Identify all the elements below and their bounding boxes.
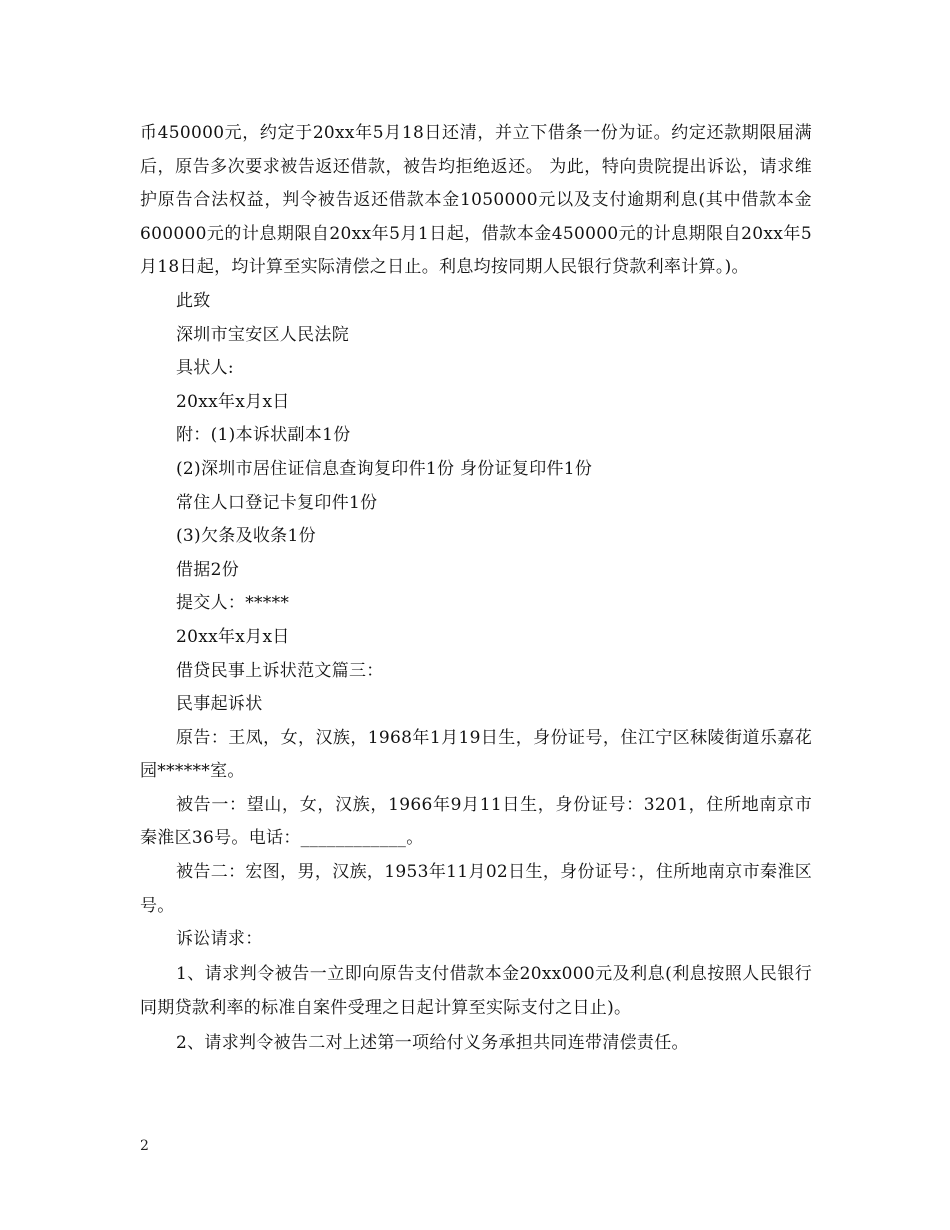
paragraph-submit-date: 20xx年x月x日	[176, 626, 290, 647]
paragraph-attachment-3: (3)欠条及收条1份	[176, 526, 316, 547]
paragraph-attachment-loan-notes: 借据2份	[176, 559, 240, 580]
paragraph-petitioner: 具状人:	[176, 358, 234, 379]
paragraph-attachment-2: (2)深圳市居住证信息查询复印件1份 身份证复印件1份	[176, 458, 593, 479]
paragraph-plaintiff: 原告：王凤，女，汉族，1968年1月19日生，身份证号，住江宁区秣陵街道乐嘉花园******室。	[140, 727, 812, 782]
document-body	[140, 117, 812, 1061]
paragraph-claim-2: 2、请求判令被告二对上述第一项给付义务承担共同连带清偿责任。	[176, 1033, 689, 1054]
paragraph-court-name: 深圳市宝安区人民法院	[176, 324, 349, 345]
paragraph-defendant-1: 被告一：望山，女，汉族，1966年9月11日生，身份证号：3201，住所地南京市秦淮区36号。电话：____________。	[140, 794, 812, 849]
paragraph-submitter: 提交人：*****	[176, 593, 290, 614]
paragraph-claim-1: 1、请求判令被告一立即向原告支付借款本金20xx000元及利息(利息按照人民银行同期贷款利率的标准自案件受理之日起计算至实际支付之日止)。	[140, 963, 812, 1019]
paragraph-salutation: 此致	[176, 290, 211, 311]
paragraph-attachment-registration: 常住人口登记卡复印件1份	[176, 492, 378, 513]
page-number: 2	[140, 1138, 149, 1154]
paragraph-date: 20xx年x月x日	[176, 391, 290, 412]
paragraph-loan-claim: 币450000元，约定于20xx年5月18日还清，并立下借条一份为证。约定还款期限届满后，原告多次要求被告返还借款，被告均拒绝返还。 为此，特向贵院提出诉讼，请求维护原告合法权益，判令被告返还借款本金1050000元以及支付逾期利息(其中借款本金600000元的计息期限自20xx年5月1日起，借款本金450000元的计息期限自20xx年5月18日起，均计算至实际清偿之日止。利息均按同期人民银行贷款利率计算。)。	[140, 123, 812, 278]
paragraph-attachment-1: 附：(1)本诉状副本1份	[176, 425, 351, 446]
paragraph-section-heading: 借贷民事上诉状范文篇三：	[176, 660, 384, 681]
paragraph-defendant-2: 被告二：宏图，男，汉族，1953年11月02日生，身份证号：，住所地南京市秦淮区号。	[140, 862, 812, 916]
paragraph-document-title: 民事起诉状	[176, 694, 263, 715]
paragraph-claims-heading: 诉讼请求：	[176, 929, 263, 950]
